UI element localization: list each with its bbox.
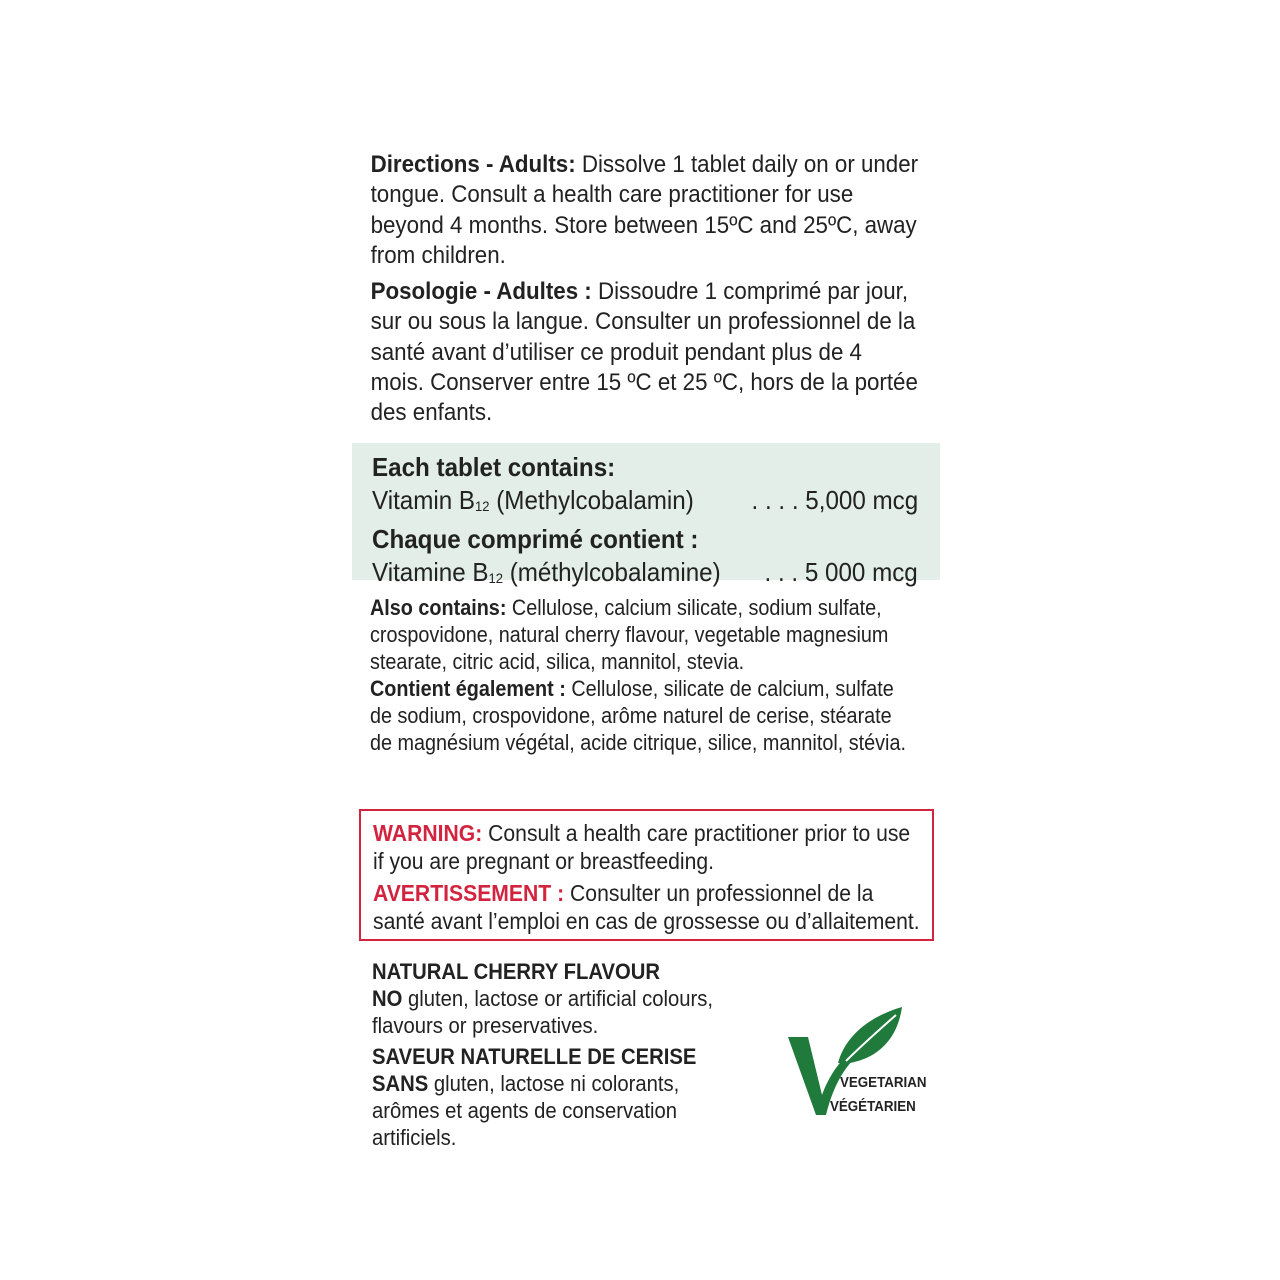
contents-box — [352, 443, 940, 587]
also-contains-title-en: Also contains: — [370, 594, 507, 620]
directions-fr-title: Posologie - Adultes : — [370, 278, 592, 306]
directions-en-title: Directions - Adults: — [370, 151, 576, 178]
ingredient-name-en — [372, 483, 694, 523]
also-contains-text-fr: Cellulose, silicate de calcium, sulfate de sodium, crospovidone, arôme naturel de cerise, stéarate de magnésium végétal, acide citrique, silice, mannitol, stévia. — [370, 675, 906, 755]
warning-title-en: WARNING: — [373, 820, 483, 846]
flavour-no-fr: SANS — [372, 1071, 429, 1096]
flavour-text-en: gluten, lactose or artificial colours, flavours or preservatives. — [372, 986, 714, 1038]
vegetarian-label-en: VEGETARIAN — [840, 1075, 927, 1091]
ingredient-fr-b: (méthylcobalamine) — [502, 556, 721, 587]
ingredient-name-fr — [372, 555, 721, 595]
product-label — [352, 150, 940, 756]
flavour-text-fr: gluten, lactose ni colorants, arômes et agents de conservation artificiels. — [372, 1071, 680, 1150]
flavour-claim-fr — [372, 1070, 750, 1151]
flavour-title-en: NATURAL CHERRY FLAVOUR — [372, 959, 660, 984]
warning-title-fr: AVERTISSEMENT : — [373, 880, 565, 906]
ingredient-amount-fr: . . . 5 000 mcg — [764, 556, 918, 587]
ingredient-row-en — [372, 483, 918, 523]
flavour-no-en: NO — [372, 986, 403, 1011]
flavour-section — [372, 958, 750, 1151]
directions-en — [352, 150, 934, 271]
also-contains — [352, 594, 910, 756]
ingredient-amount-en: . . . . 5,000 mcg — [751, 484, 918, 515]
warning-box — [359, 809, 934, 941]
ingredient-fr-a: Vitamine B — [372, 556, 489, 587]
contents-title-fr: Chaque comprimé contient : — [372, 523, 699, 554]
ingredient-en-b: (Methylcobalamin) — [489, 484, 694, 515]
warning-en — [373, 819, 922, 875]
contents-title-en: Each tablet contains: — [372, 451, 616, 482]
also-contains-title-fr: Contient également : — [370, 675, 566, 701]
warning-text-en: Consult a health care practitioner prior to use if you are pregnant or breastfeeding. — [373, 820, 911, 874]
ingredient-en-sub: 12 — [475, 497, 490, 514]
ingredient-fr-sub: 12 — [488, 569, 503, 586]
warning-fr — [373, 879, 922, 935]
flavour-claim-en — [372, 985, 750, 1039]
flavour-title-fr: SAVEUR NATURELLE DE CERISE — [372, 1044, 697, 1069]
warning-text-fr: Consulter un professionnel de la santé avant l’emploi en cas de grossesse ou d’allaitement. — [373, 880, 920, 934]
directions-en-text: Dissolve 1 tablet daily on or under tongue. Consult a health care practitioner for use beyond 4 months. Store between 15ºC and 25ºC, away from children. — [370, 151, 919, 269]
also-contains-text-en: Cellulose, calcium silicate, sodium sulfate, crospovidone, natural cherry flavour, vegetable magnesium stearate, citric acid, silica, mannitol, stevia. — [370, 594, 889, 674]
vegetarian-label-fr: VÉGÉTARIEN — [830, 1099, 916, 1115]
directions-fr-text: Dissoudre 1 comprimé par jour, sur ou sous la langue. Consulter un professionnel de la santé avant d’utiliser ce produit pendant plus de 4 mois. Conserver entre 15 ºC et 25 ºC, hors de la portée des enfants. — [370, 278, 918, 427]
ingredient-en-a: Vitamin B — [372, 484, 476, 515]
vegetarian-badge — [786, 1005, 946, 1120]
ingredient-row-fr — [372, 555, 918, 595]
directions-fr — [352, 277, 934, 428]
